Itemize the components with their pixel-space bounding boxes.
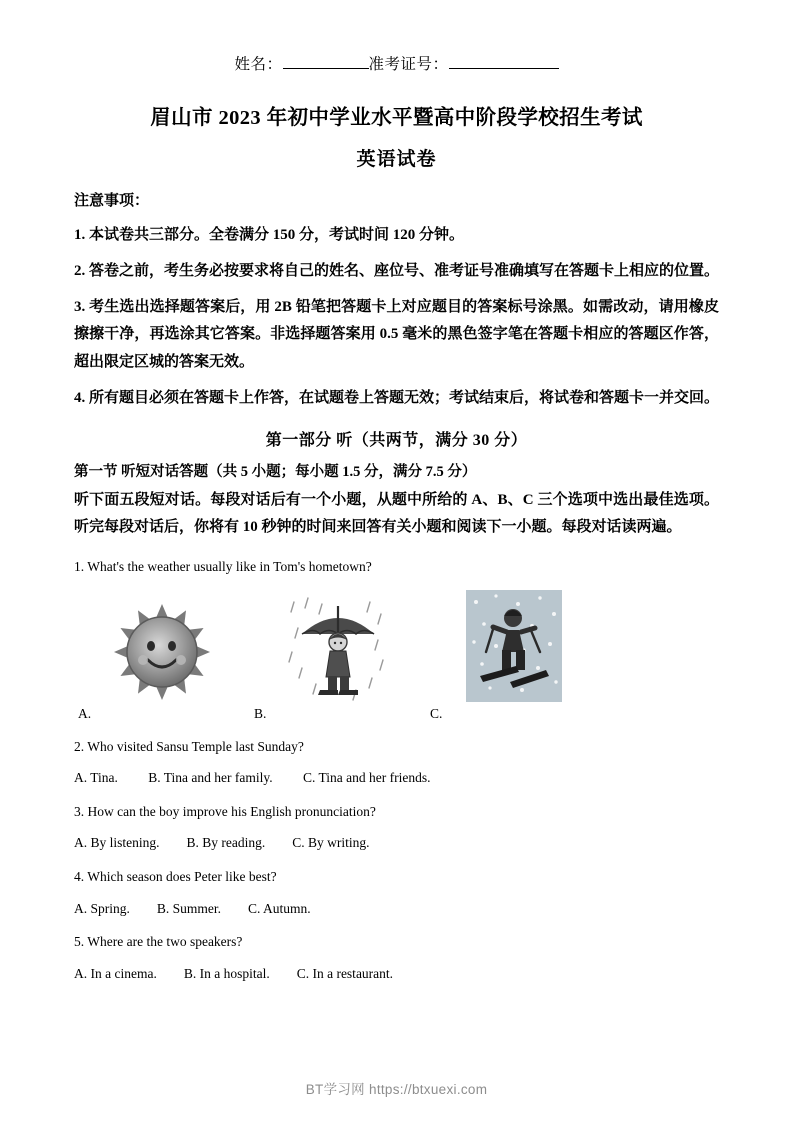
picture-option-c — [426, 590, 602, 702]
name-blank — [283, 53, 369, 70]
picture-label-b: B. — [254, 705, 267, 721]
question-3-stem: 3. How can the boy improve his English pronunciation? — [74, 803, 376, 819]
question-4-options: A. Spring. B. Summer. C. Autumn. — [74, 900, 311, 916]
question-1-picture-row — [74, 590, 719, 702]
picture-label-a: A. — [78, 705, 92, 721]
question-4-stem: 4. Which season does Peter like best? — [74, 868, 277, 884]
question-5-options: A. In a cinema. B. In a hospital. C. In a restaurant. — [74, 965, 394, 981]
sun-illustration — [110, 602, 214, 702]
ski-illustration — [466, 590, 562, 702]
section-one-title: 第一节 听短对话答题（共 5 小题；每小题 1.5 分，满分 7.5 分） — [74, 463, 477, 480]
footer-watermark: BT学习网 https://btxuexi.com — [305, 1082, 488, 1097]
exam-number-label: 准考证号： — [368, 56, 449, 73]
picture-option-a — [74, 590, 250, 702]
question-3-options: A. By listening. B. By reading. C. By writing. — [74, 835, 370, 851]
notice-item-1: 1. 本试卷共三部分。全卷满分 150 分，考试时间 120 分钟。 — [74, 227, 465, 243]
question-5-stem: 5. Where are the two speakers? — [74, 934, 243, 950]
notice-item-3: 3. 考生选出选择题答案后，用 2B 铅笔把答题卡上对应题目的答案标号涂黑。如需改动，请用橡皮擦擦干净，再选涂其它答案。非选择题答案用 0.5 毫米的黑色签字笔在答题卡相应的答题区作答，超出限定区城的答案无效。 — [74, 298, 719, 370]
question-2-stem: 2. Who visited Sansu Temple last Sunday? — [74, 738, 304, 754]
picture-label-c: C. — [430, 705, 443, 721]
question-1-picture-labels — [74, 706, 719, 722]
question-2-options: A. Tina. B. Tina and her family. C. Tina and her friends. — [74, 770, 431, 786]
notice-item-4: 4. 所有题目必须在答题卡上作答，在试题卷上答题无效；考试结束后，将试卷和答题卡一并交回。 — [74, 389, 720, 406]
page-subtitle: 英语试卷 — [356, 149, 437, 170]
notice-item-2: 2. 答卷之前，考生务必按要求将自己的姓名、座位号、准考证号准确填写在答题卡上相应的位置。 — [74, 262, 720, 279]
part-one-title: 第一部分 听（共两节，满分 30 分） — [265, 431, 528, 449]
name-label: 姓名： — [234, 56, 283, 73]
rain-illustration — [286, 594, 390, 702]
page-title: 眉山市 2023 年初中学业水平暨高中阶段学校招生考试 — [150, 107, 643, 129]
question-1-stem: 1. What's the weather usually like in Tom's hometown? — [74, 559, 372, 574]
student-id-line — [74, 52, 719, 74]
picture-option-b — [250, 590, 426, 702]
exam-number-blank — [449, 53, 559, 70]
section-one-description: 听下面五段短对话。每段对话后有一个小题，从题中所给的 A、B、C 三个选项中选出最佳选项。听完每段对话后，你将有 10 秒钟的时间来回答有关小题和阅读下一小题。每段对话读两遍。 — [74, 491, 719, 536]
notice-heading: 注意事项： — [74, 193, 150, 209]
